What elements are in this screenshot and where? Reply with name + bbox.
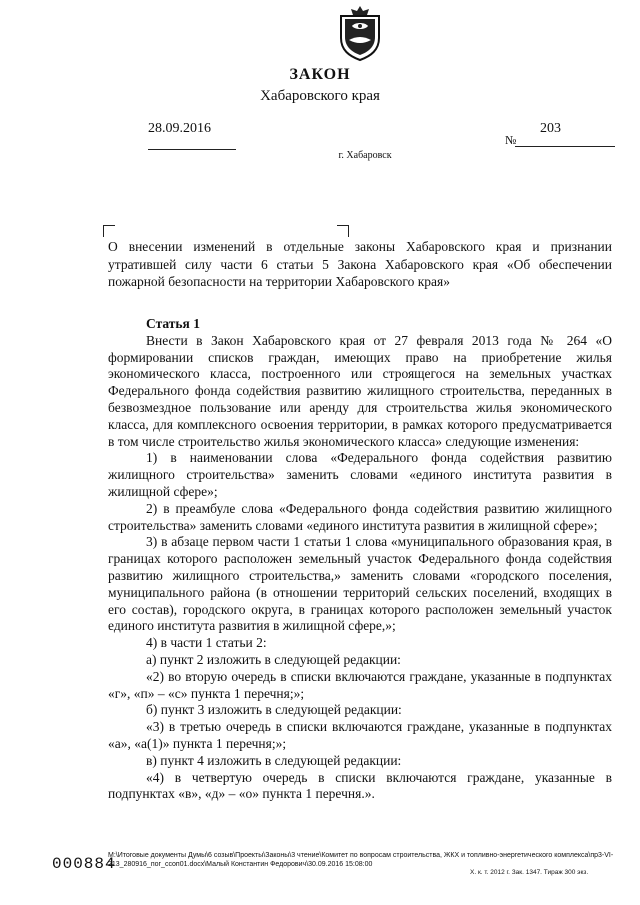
- footer-print-info: Х. к. т. 2012 г. Зак. 1347. Тираж 300 экз.: [470, 869, 589, 876]
- paragraph: «3) в третью очередь в списки включаются граждане, указанные в подпунктах «а», «а(1)» пункта 1 перечня;»;: [108, 719, 612, 751]
- coat-of-arms-emblem: [335, 4, 385, 62]
- law-title: ЗАКОН: [289, 66, 351, 83]
- paragraph: 2) в преамбуле слова «Федерального фонда содействия развитию жилищного строительства» заменить словами «единого института развития в жилищной сфере»;: [108, 500, 612, 533]
- footer-document-number: 000884: [52, 855, 116, 873]
- paragraph: Внести в Закон Хабаровского края от 27 февраля 2013 года № 264 «О формировании списков граждан, имеющих право на приобретение жилья экономического класса, построенного или строящегося на земельных участках Федерального фонда содействия развитию жилищного строительства, переданных в безвозмездное пользование или аренду для строительства жилья экономического класса, для комплексного освоения территории, в рамках которого предусматривается в том числе строительство жилья экономического класса» следующие изменения:: [108, 332, 612, 449]
- law-number: 203: [540, 121, 561, 136]
- footer-file-path: М:\Итоговые документы Думы\6 созыв\Проекты\Законы\3 чтение\Комитет по вопросам строительства, ЖКХ и топливно-энергетического комплекса\пр3-VI-213_280916_пог_ссоп01.docx\Малый Константин Федорович\30.09.2016 15:08:00: [108, 852, 614, 868]
- number-underline: [515, 146, 615, 147]
- paragraph: в) пункт 4 изложить в следующей редакции:: [146, 752, 402, 768]
- heading-bracket-right: [337, 225, 349, 237]
- document-heading: О внесении изменений в отдельные законы Хабаровского края и признании утратившей силу части 6 статьи 5 Закона Хабаровского края «Об обеспечении пожарной безопасности на территории Хабаровского края»: [108, 239, 612, 289]
- article-title: Статья 1: [146, 316, 200, 331]
- paragraph: «4) в четвертую очередь в списки включаются граждане, указанные в подпунктах «в», «д» – «о» пункта 1 перечня.».: [108, 769, 612, 802]
- heading-bracket-left: [103, 225, 115, 237]
- law-date: 28.09.2016: [148, 121, 211, 136]
- document-body: [108, 316, 612, 803]
- paragraph: а) пункт 2 изложить в следующей редакции:: [146, 651, 401, 667]
- paragraph: «2) во вторую очередь в списки включаются граждане, указанные в подпунктах «г», «п» – «с» пункта 1 перечня;»;: [108, 668, 612, 701]
- paragraph: б) пункт 3 изложить в следующей редакции:: [146, 702, 402, 718]
- paragraph: 3) в абзаце первом части 1 статьи 1 слова «муниципального образования края, в границах которого расположен земельный участок Федерального фонда содействия развитию жилищного строительства,» заменить словами «городского поселения, муниципального района (в отношении территорий сельских поселений, входящих в его состав), городского округа, в границах которого расположен земельный участок единого института развития в жилищной сфере,»;: [108, 534, 612, 634]
- paragraph: 4) в части 1 статьи 2:: [146, 635, 267, 651]
- paragraph: 1) в наименовании слова «Федерального фонда содействия развитию жилищного строительства» заменить словами «единого института развития в жилищной сфере»;: [108, 450, 612, 499]
- law-subtitle: Хабаровского края: [260, 88, 380, 104]
- city-name: г. Хабаровск: [338, 150, 392, 161]
- number-sign: №: [505, 133, 517, 147]
